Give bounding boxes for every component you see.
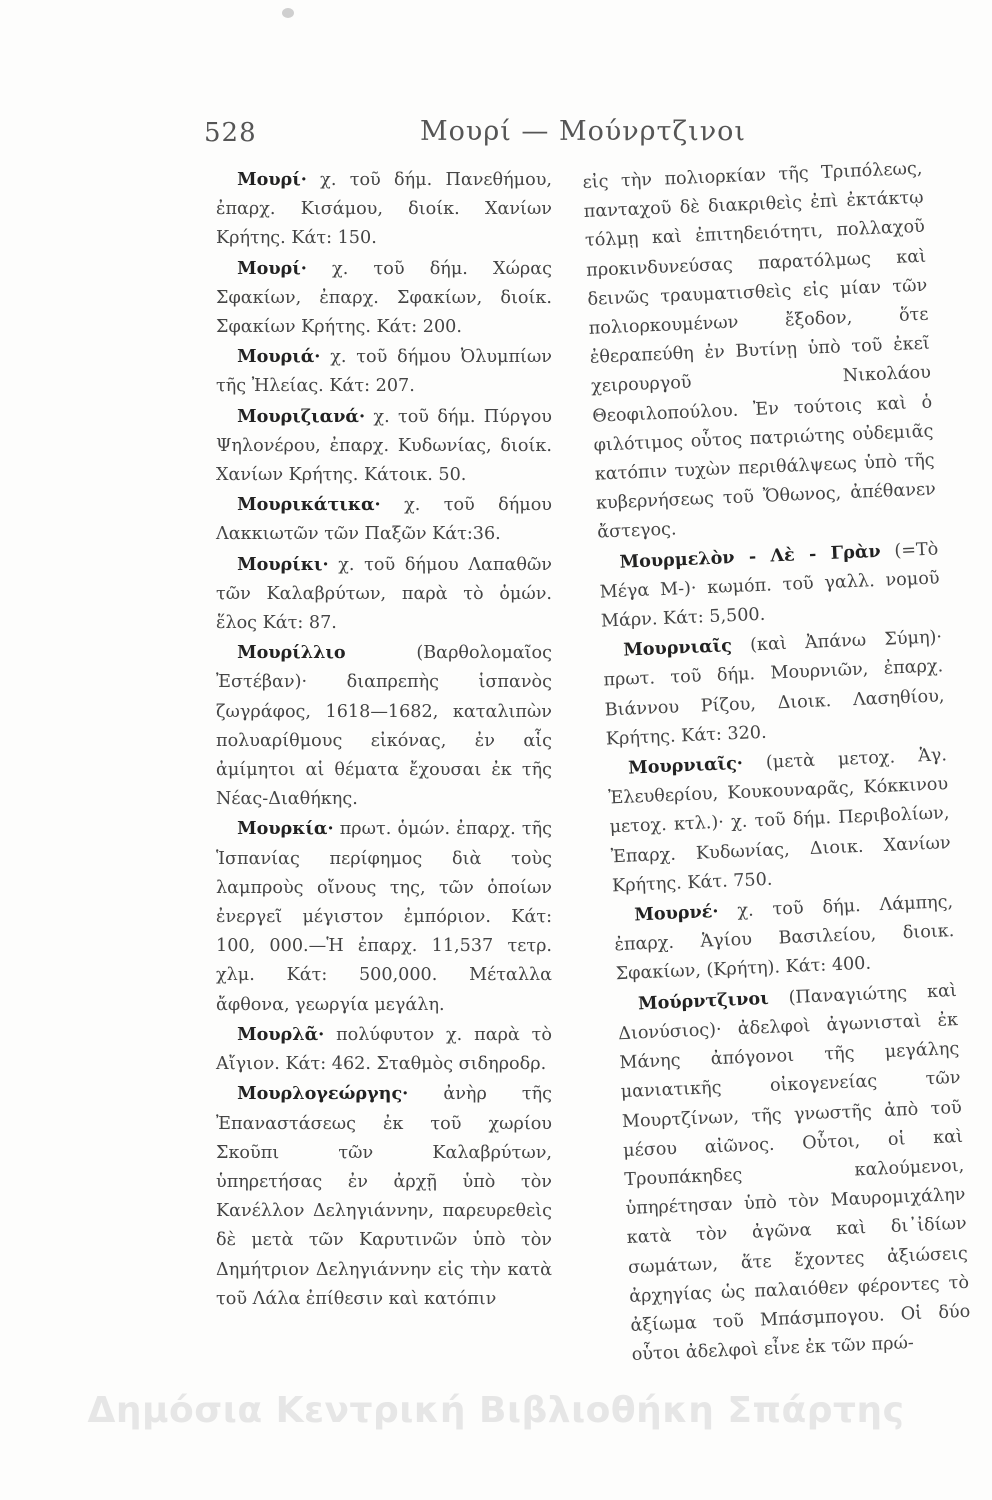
page-number: 528: [204, 118, 257, 148]
dictionary-entry: [216, 490, 552, 549]
entry-headword: Μουρλογεώργης·: [237, 1083, 409, 1105]
entry-text: χ. τοῦ δήμου Λακκιωτῶν τῶν Παξῶν Κάτ:36.: [216, 495, 552, 545]
entry-text: ἀνὴρ τῆς Ἐπαναστάσεως ἐκ τοῦ χωρίου Σκοῦπι τῶν Καλαβρύτων, ὑπηρετήσας ἐν ἀρχῇ ὑπὸ τὸν Κανέλλον Δεληγιάννην, παρευρεθεὶς δὲ μετὰ τῶν Καρυτινῶν ὑπὸ τὸν Δημήτριον Δεληγιάννην εἰς τὴν κατὰ τοῦ Λάλα ἐπίθεσιν καὶ κατόπιν: [216, 1084, 552, 1309]
entry-text: πρωτ. ὁμών. ἐπαρχ. τῆς Ἱσπανίας περίφημος διὰ τοὺς λαμπροὺς οἴνους της, τῶν ὁποίων ἐνεργεῖ μέγιστον ἐμπόριον. Κάτ: 100, 000.—Ἡ ἐπαρχ. 11,537 τετρ. χλμ. Κάτ: 500,000. Μέταλλα ἄφθονα, γεωργία μεγάλη.: [216, 819, 552, 1015]
dictionary-entry: [613, 887, 956, 990]
entry-headword: Μουρνέ·: [633, 901, 719, 926]
entry-headword: Μουρί·: [237, 257, 307, 279]
entry-headword: Μούρντζινοι: [637, 987, 770, 1015]
entry-headword: Μουρκία·: [237, 818, 334, 840]
entry-headword: Μουριζιανά·: [237, 405, 366, 427]
ink-spot: [282, 8, 294, 18]
dictionary-entry: [598, 534, 941, 637]
dictionary-entry: [602, 623, 947, 755]
dictionary-entry: [216, 342, 552, 401]
entry-headword: Μουριά·: [237, 346, 321, 368]
entry-text: χ. τοῦ δήμου Ὀλυμπίων τῆς Ἠλείας. Κάτ: 207.: [216, 347, 552, 397]
entry-text: χ. τοῦ δήμ. Πανεθήμου, ἐπαρχ. Κισάμου, διοίκ. Χανίων Κρήτης. Κάτ: 150.: [216, 170, 552, 249]
dictionary-entry: [607, 740, 953, 901]
entry-headword: Μουρνιαῖς·: [627, 752, 744, 779]
dictionary-entry: [216, 638, 552, 814]
entry-text: (μετὰ μετοχ. Ἁγ. Ἐλευθερίου, Κουκουναρᾶς, Κόκκινου μετοχ. κτλ.)· χ. τοῦ δήμ. Περιβολίων, Ἐπαρχ. Κυδωνίας, Διοικ. Χανίων Κρήτης. Κάτ. 750.: [608, 745, 952, 897]
entry-text: (καὶ Ἀπάνω Σύμη)· πρωτ. τοῦ δήμ. Μουρνιῶν, ἐπαρχ. Βιάννου Ρίζου, Διοικ. Λασηθίου, Κρήτης. Κάτ: 320.: [603, 627, 945, 750]
dictionary-entry: [216, 402, 552, 491]
entry-text: (Παναγιώτης καὶ Διονύσιος)· ἀδελφοὶ ἀγωνισταὶ ἐκ Μάνης ἀπόγονοι τῆς μεγάλης μανιατικῆς οἰκογενείας τῶν Μουρτζίνων, τῆς γνωστῆς ἀπὸ τοῦ μέσου αἰῶνος. Οὗτοι, οἱ καὶ Τρουπάκηδες καλούμενοι, ὑπηρέτησαν ὑπὸ τὸν Μαυρομιχάλην κατὰ τὸν ἀγῶνα καὶ δι᾽ἰδίων σωμάτων, ἅτε ἔχοντες ἀξιώσεις ἀρχηγίας ὡς παλαιόθεν φέροντες τὸ ἀξίωμα τοῦ Μπάσμπογου. Οἱ δύο οὗτοι ἀδελφοὶ εἶνε ἐκ τῶν πρώ-: [617, 980, 971, 1366]
right-column: [582, 154, 972, 1371]
dictionary-entry-continuation: [582, 154, 938, 549]
dictionary-entry: [216, 254, 552, 343]
entry-headword: Μουρνιαῖς: [622, 635, 733, 661]
left-column: [216, 165, 552, 1314]
entry-text: πολύφυτον χ. παρὰ τὸ Αἴγιον. Κάτ: 462. Σταθμὸς σιδηροδρ.: [216, 1024, 552, 1075]
library-watermark: Δημόσια Κεντρική Βιβλιοθήκη Σπάρτης: [87, 1390, 905, 1431]
entry-text: (=Τὸ Μέγα Μ-)· κωμόπ. τοῦ γαλλ. νομοῦ Μάρν. Κάτ: 5,500.: [599, 539, 940, 632]
entry-headword: Μουρλᾶ·: [237, 1023, 325, 1045]
entry-text: χ. τοῦ δήμ. Πύργου Ψηλονέρου, ἐπαρχ. Κυδωνίας, διοίκ. Χανίων Κρήτης. Κάτοικ. 50.: [216, 406, 552, 486]
entry-text: χ. τοῦ δήμου Λαπαθῶν τῶν Καλαβρύτων, παρὰ τὸ ὁμών. ἕλος Κάτ: 87.: [216, 554, 552, 634]
entry-headword: Μουρίκι·: [237, 553, 329, 575]
entry-text: εἰς τὴν πολιορκίαν τῆς Τριπόλεως, πανταχοῦ δὲ διακριθεὶς ἐπὶ ἐκτάκτῳ τόλμῃ καὶ ἐπιτηδειότητι, πολλαχοῦ προκινδυνεύσας παρατόλμως καὶ δεινῶς τραυματισθεὶς εἰς μίαν τῶν πολιορκουμένων ἔξοδον, ὅτε ἐθεραπεύθη ἐν Βυτίνῃ ὑπὸ τοῦ ἐκεῖ χειρουργοῦ Νικολάου Θεοφιλοπούλου. Ἐν τούτοις καὶ ὁ φιλότιμος οὗτος πατριώτης οὐδεμιᾶς κατόπιν τυχὼν περιθάλψεως ὑπὸ τῆς κυβερνήσεως τοῦ Ὄθωνος, ἀπέθανεν ἄστεγος.: [582, 158, 937, 544]
dictionary-entry: [216, 165, 552, 254]
entry-headword: Μουρμελὸν - Λὲ - Γρὰν: [619, 540, 882, 573]
entry-headword: Μουρί·: [237, 169, 307, 190]
dictionary-entry: [216, 1079, 552, 1314]
dictionary-entry: [216, 814, 552, 1019]
entry-text: (Βαρθολομαῖος Ἐστέβαν)· διαπρεπὴς ἱσπανὸς ζωγράφος, 1618—1682, καταλιπὼν πολυαρίθμους εἰκόνας, ἐν αἷς ἀμίμητοι αἱ θέματα ἔχουσαι ἐκ τῆς Νέας-Διαθήκης.: [216, 643, 552, 810]
dictionary-entry: [216, 550, 552, 639]
entry-headword: Μουρικάτικα·: [237, 494, 381, 516]
dictionary-entry: [216, 1020, 552, 1079]
dictionary-entry: [616, 976, 972, 1371]
running-head: Μουρί — Μούνρτζινοι: [420, 116, 746, 147]
entry-headword: Μουρίλλιο: [237, 642, 346, 664]
entry-text: χ. τοῦ δήμ. Λάμπης, ἐπαρχ. Ἁγίου Βασιλείου, διοικ. Σφακίων, (Κρήτη). Κάτ: 400.: [614, 892, 955, 985]
entry-text: χ. τοῦ δήμ. Χώρας Σφακίων, ἐπαρχ. Σφακίων, διοίκ. Σφακίων Κρήτης. Κάτ: 200.: [216, 258, 552, 338]
